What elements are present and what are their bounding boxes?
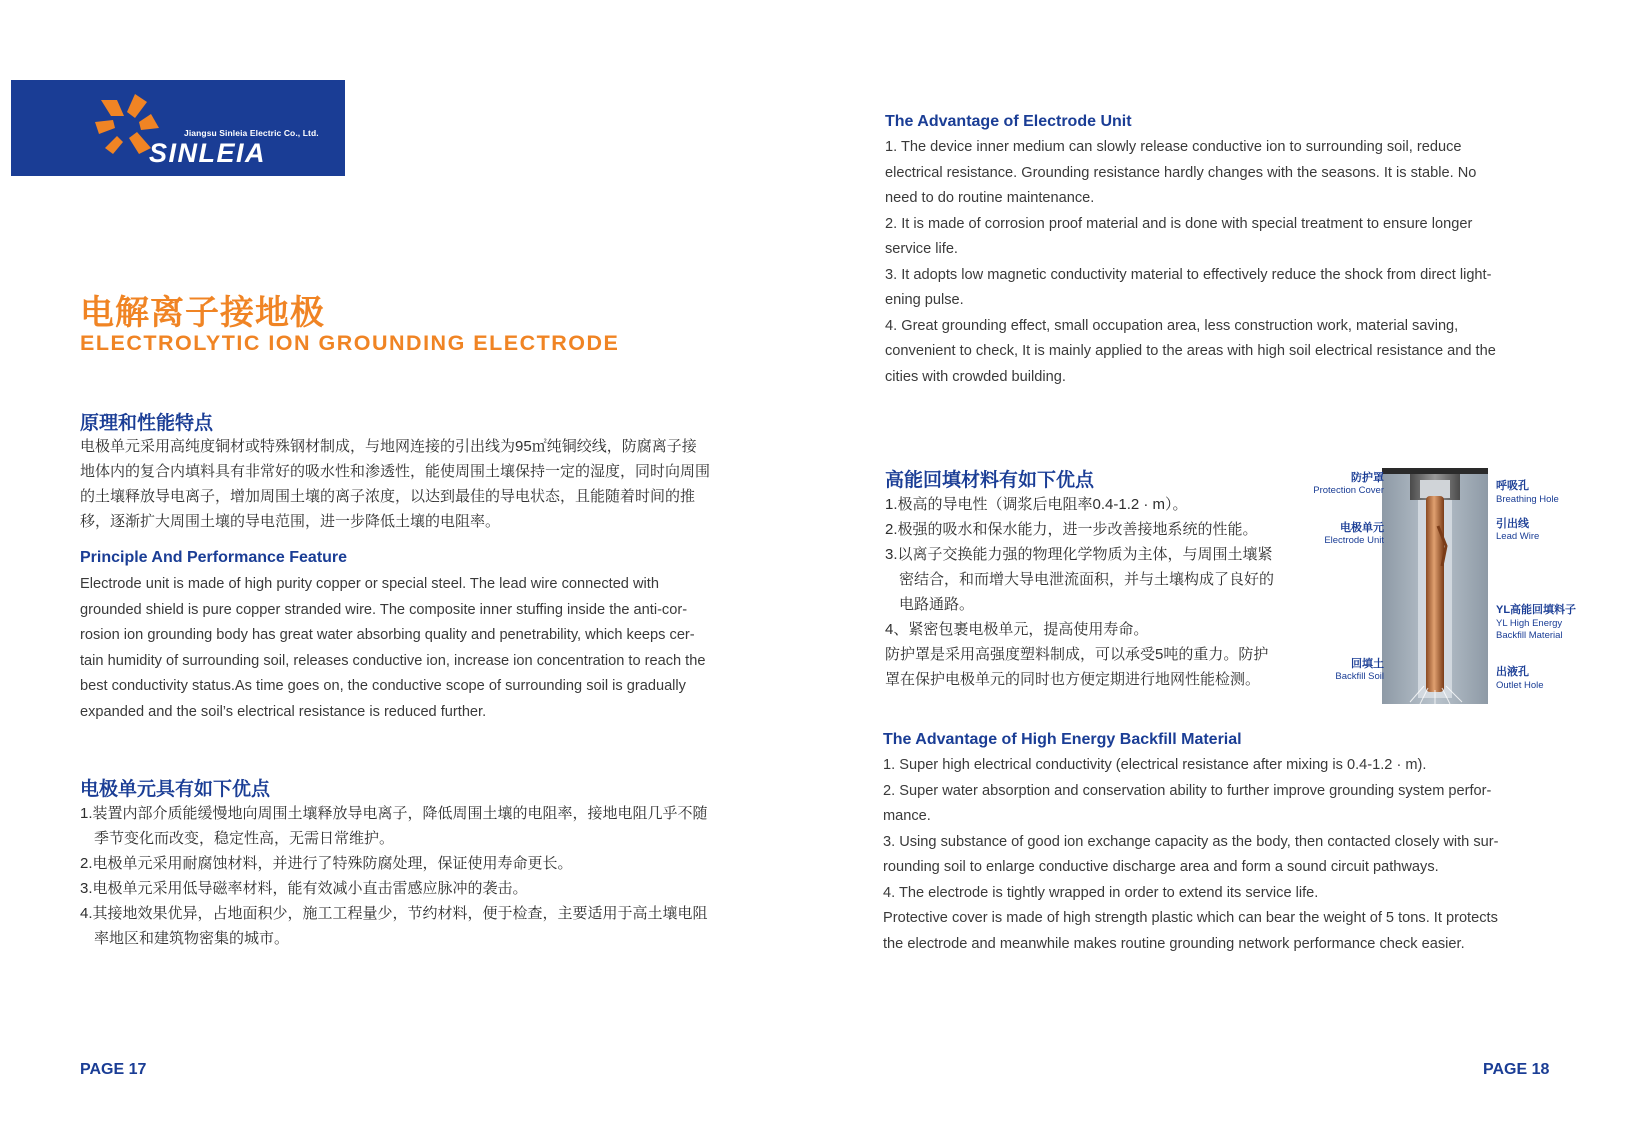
- page-number-left: PAGE 17: [80, 1061, 147, 1078]
- text-line: 3.电极单元采用低导磁率材料，能有效减小直击雷感应脉冲的袭击。: [80, 880, 528, 897]
- text-line: 1. Super high electrical conductivity (electrical resistance after mixing is 0.4-1.2 · m).: [883, 757, 1427, 773]
- backfill-material-label-cn: YL高能回填料子: [1496, 604, 1577, 616]
- backfill-material-label-en-1: YL High Energy: [1496, 618, 1563, 629]
- text-line: tain humidity of surrounding soil, releases conductive ion, increase ion concentration to reach the: [80, 652, 706, 669]
- text-line: 率地区和建筑物密集的城市。: [94, 930, 290, 947]
- text-line: the electrode and meanwhile makes routine grounding network performance check easier.: [883, 935, 1465, 952]
- backfill-advantages-heading-en: The Advantage of High Energy Backfill Material: [883, 731, 1242, 748]
- brand-name: SINLEIA: [149, 138, 267, 168]
- text-line: 4. Great grounding effect, small occupation area, less construction work, material saving,: [885, 317, 1459, 334]
- text-line: 罩在保护电极单元的同时也方便定期进行地网性能检测。: [885, 671, 1261, 688]
- outlet-hole-label-cn: 出液孔: [1496, 666, 1529, 678]
- principle-text-cn: [80, 434, 760, 534]
- principle-text-en: [80, 572, 760, 725]
- backfill-advantages-text-en: [883, 753, 1563, 957]
- backfill-material-label-en-2: Backfill Material: [1496, 630, 1563, 641]
- protection-cover-label-cn: 防护罩: [1351, 472, 1384, 484]
- page-number-right: PAGE 18: [1483, 1061, 1550, 1078]
- text-line: 移，逐渐扩大周围土壤的导电范围，进一步降低土壤的电阻率。: [80, 513, 501, 530]
- electrode-structure-diagram: [1300, 466, 1590, 706]
- text-line: electrical resistance. Grounding resistance hardly changes with the seasons. It is stable. No: [885, 164, 1477, 181]
- page-title-cn: 电解离子接地极: [80, 294, 325, 332]
- electrode-unit-label-en: Electrode Unit: [1324, 535, 1384, 546]
- electrode-advantages-text-en: [885, 135, 1545, 390]
- electrode-cross-section-illustration: [1380, 466, 1490, 706]
- text-line: convenient to check, It is mainly applied to the areas with high soil electrical resistance and the: [885, 343, 1496, 359]
- text-line: 2.电极单元采用耐腐蚀材料，并进行了特殊防腐处理，保证使用寿命更长。: [80, 855, 573, 872]
- text-line: 地体内的复合内填料具有非常好的吸水性和渗透性，能使周围土壤保持一定的湿度，同时向周围: [80, 463, 711, 480]
- text-line: 电极单元采用高纯度铜材或特殊钢材制成，与地网连接的引出线为95㎡纯铜绞线，防腐离子接: [80, 438, 697, 455]
- text-line: 4、紧密包裹电极单元，提高使用寿命。: [885, 621, 1149, 638]
- backfill-soil-label-cn: 回填土: [1351, 658, 1384, 670]
- text-line: 4.其接地效果优异，占地面积少，施工工程量少，节约材料，便于检查，主要适用于高土壤电阻: [80, 905, 708, 922]
- text-line: 电路通路。: [899, 596, 975, 613]
- text-line: 密结合，和而增大导电泄流面积，并与土壤构成了良好的: [899, 571, 1275, 588]
- text-line: 2. Super water absorption and conservation ability to further improve grounding system perfor-: [883, 782, 1492, 799]
- lead-wire-label-cn: 引出线: [1496, 518, 1529, 530]
- outlet-hole-label-en: Outlet Hole: [1496, 680, 1544, 691]
- lead-wire-label-en: Lead Wire: [1496, 531, 1540, 542]
- text-line: grounded shield is pure copper stranded wire. The composite inner stuffing inside the anti-cor-: [80, 601, 688, 618]
- text-line: rounding soil to enlarge conductive discharge area and form a sound circuit pathways.: [883, 859, 1439, 875]
- electrode-advantages-heading-en: The Advantage of Electrode Unit: [885, 113, 1132, 130]
- text-line: 2. It is made of corrosion proof material and is done with special treatment to ensure longer: [885, 215, 1473, 232]
- text-line: expanded and the soil’s electrical resistance is reduced further.: [80, 703, 487, 720]
- text-line: mance.: [883, 808, 931, 824]
- text-line: cities with crowded building.: [885, 368, 1066, 385]
- principle-heading-en: Principle And Performance Feature: [80, 549, 348, 566]
- text-line: 3. Using substance of good ion exchange capacity as the body, then contacted closely with sur-: [883, 833, 1499, 850]
- text-line: 3. It adopts low magnetic conductivity material to effectively reduce the shock from direct light-: [885, 266, 1492, 283]
- text-line: Protective cover is made of high strength plastic which can bear the weight of 5 tons. It protects: [883, 910, 1498, 926]
- electrode-unit-label-cn: 电极单元: [1340, 522, 1384, 534]
- text-line: 1.装置内部介质能缓慢地向周围土壤释放导电离子，降低周围土壤的电阻率，接地电阻几乎不随: [80, 805, 708, 822]
- text-line: 4. The electrode is tightly wrapped in order to extend its service life.: [883, 884, 1319, 901]
- text-line: 3.以离子交换能力强的物理化学物质为主体，与周围土壤紧: [885, 546, 1273, 563]
- breathing-hole-label-cn: 呼吸孔: [1496, 480, 1529, 492]
- backfill-text-cn: [885, 492, 1305, 692]
- text-line: Electrode unit is made of high purity copper or special steel. The lead wire connected with: [80, 576, 659, 592]
- text-line: ening pulse.: [885, 292, 964, 308]
- protection-cover-label-en: Protection Cover: [1313, 485, 1384, 496]
- breathing-hole-label-en: Breathing Hole: [1496, 494, 1559, 505]
- company-full-name: Jiangsu Sinleia Electric Co., Ltd.: [184, 128, 319, 138]
- text-line: 季节变化而改变，稳定性高，无需日常维护。: [94, 830, 395, 847]
- page-title-en: ELECTROLYTIC ION GROUNDING ELECTRODE: [80, 331, 620, 355]
- backfill-heading-cn: 高能回填材料有如下优点: [885, 470, 1095, 491]
- text-line: 1. The device inner medium can slowly release conductive ion to surrounding soil, reduce: [885, 139, 1462, 155]
- text-line: 的土壤释放导电离子，增加周围土壤的离子浓度，以达到最佳的导电状态，且能随着时间的推: [80, 488, 696, 505]
- text-line: service life.: [885, 241, 958, 257]
- text-line: best conductivity status.As time goes on, the conductive scope of surrounding soil is gradually: [80, 678, 686, 694]
- advantages-heading-cn: 电极单元具有如下优点: [80, 779, 271, 800]
- company-logo: [11, 80, 345, 176]
- text-line: need to do routine maintenance.: [885, 190, 1095, 206]
- text-line: 防护罩是采用高强度塑料制成，可以承受5吨的重力。防护: [885, 646, 1269, 663]
- backfill-soil-label-en: Backfill Soil: [1335, 671, 1384, 682]
- advantages-text-cn: [80, 801, 760, 951]
- text-line: rosion ion grounding body has great water absorbing quality and penetrability, which keeps cer-: [80, 627, 695, 643]
- text-line: 1.极高的导电性（调浆后电阻率0.4-1.2 · m）。: [885, 496, 1188, 513]
- principle-heading-cn: 原理和性能特点: [80, 413, 214, 434]
- text-line: 2.极强的吸水和保水能力，进一步改善接地系统的性能。: [885, 521, 1258, 538]
